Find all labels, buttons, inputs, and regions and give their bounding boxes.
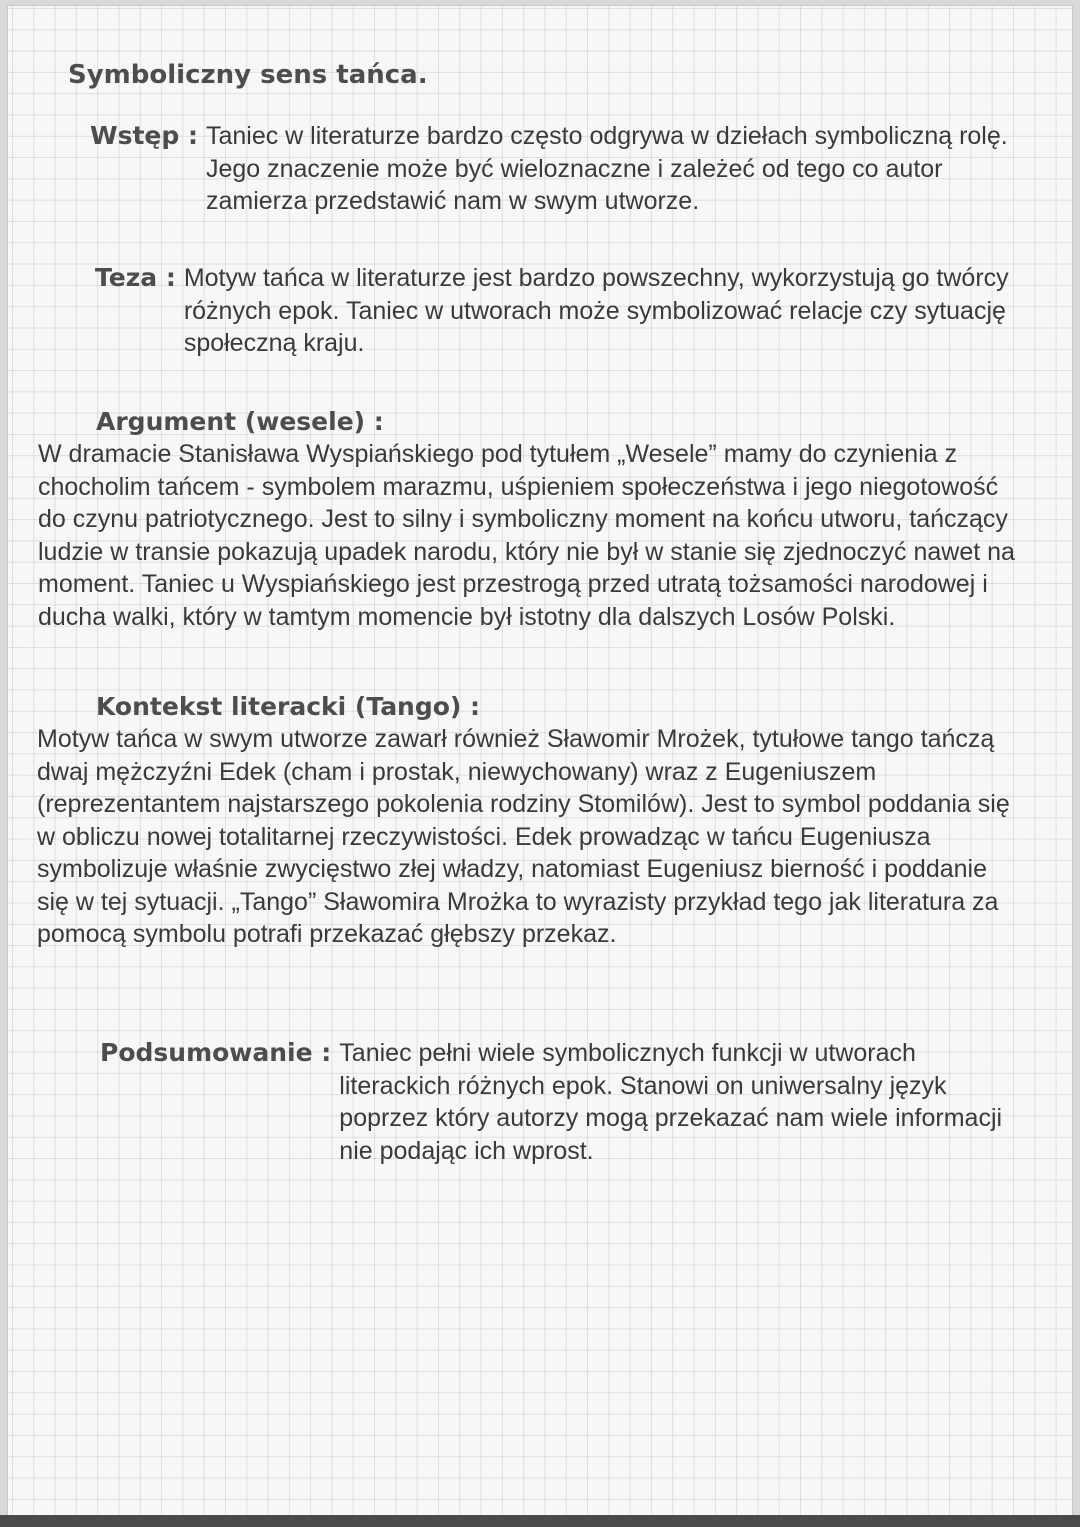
kontekst-heading: Kontekst literacki (Tango) : [96,692,481,721]
podsumowanie-text: Taniec pełni wiele symbolicznych funkcji w utworach literackich różnych epok. Stanowi on uniwersalny język poprzez który autorzy mogą przekazać nam wiele informacji nie podając ich wprost. [339,1039,1003,1165]
wstep-label: Wstęp : [90,121,198,150]
argument-text: W dramacie Stanisława Wyspiańskiego pod tytułem „Wesele” mamy do czynienia z chocholim tańcem - symbolem marazmu, uśpieniem społeczeństwa i jego niegotowość do czynu patriotycznego. Jest to silny i symboliczny moment na końcu utworu, tańczący ludzie w transie pokazują upadek narodu, który nie był w stanie się zjednoczyć nawet na moment. Taniec u Wyspiańskiego jest przestrogą przed utratą tożsamości narodowej i ducha walki, który w tamtym momencie był istotny dla dalszych Losów Polski. [38,440,1015,631]
podsumowanie-label: Podsumowanie : [100,1038,332,1067]
teza-text: Motyw tańca w literaturze jest bardzo powszechny, wykorzystują go twórcy różnych epok. Taniec w utworach może symbolizować relacje czy sytuację społeczną kraju. [183,264,1009,357]
scan-edge [0,1515,1080,1527]
section-teza [95,262,1035,360]
section-podsumowanie [100,1037,1020,1167]
wstep-text: Taniec w literaturze bardzo często odgrywa w dziełach symboliczną rolę. Jego znaczenie może być wieloznaczne i zależeć od tego co autor zamierza przedstawić nam w swym utworze. [205,122,1008,215]
kontekst-text: Motyw tańca w swym utworze zawarł również Sławomir Mrożek, tytułowe tango tańczą dwaj mężczyźni Edek (cham i prostak, niewychowany) wraz z Eugeniuszem (reprezentantem najstarszego pokolenia rodziny Stomilów). Jest to symbol poddania się w obliczu nowej totalitarnej rzeczywistości. Edek prowadząc w tańcu Eugeniusza symbolizuje właśnie zwycięstwo złej władzy, natomiast Eugeniusz bierność i poddanie się w tej sytuacji. „Tango” Sławomira Mrożka to wyrazisty przykład tego jak literatura za pomocą symbolu potrafi przekazać głębszy przekaz. [37,725,1010,948]
teza-label: Teza : [95,263,176,292]
section-wstep [90,120,1030,218]
argument-heading: Argument (wesele) : [96,407,384,436]
document-title: Symboliczny sens tańca. [68,60,428,90]
